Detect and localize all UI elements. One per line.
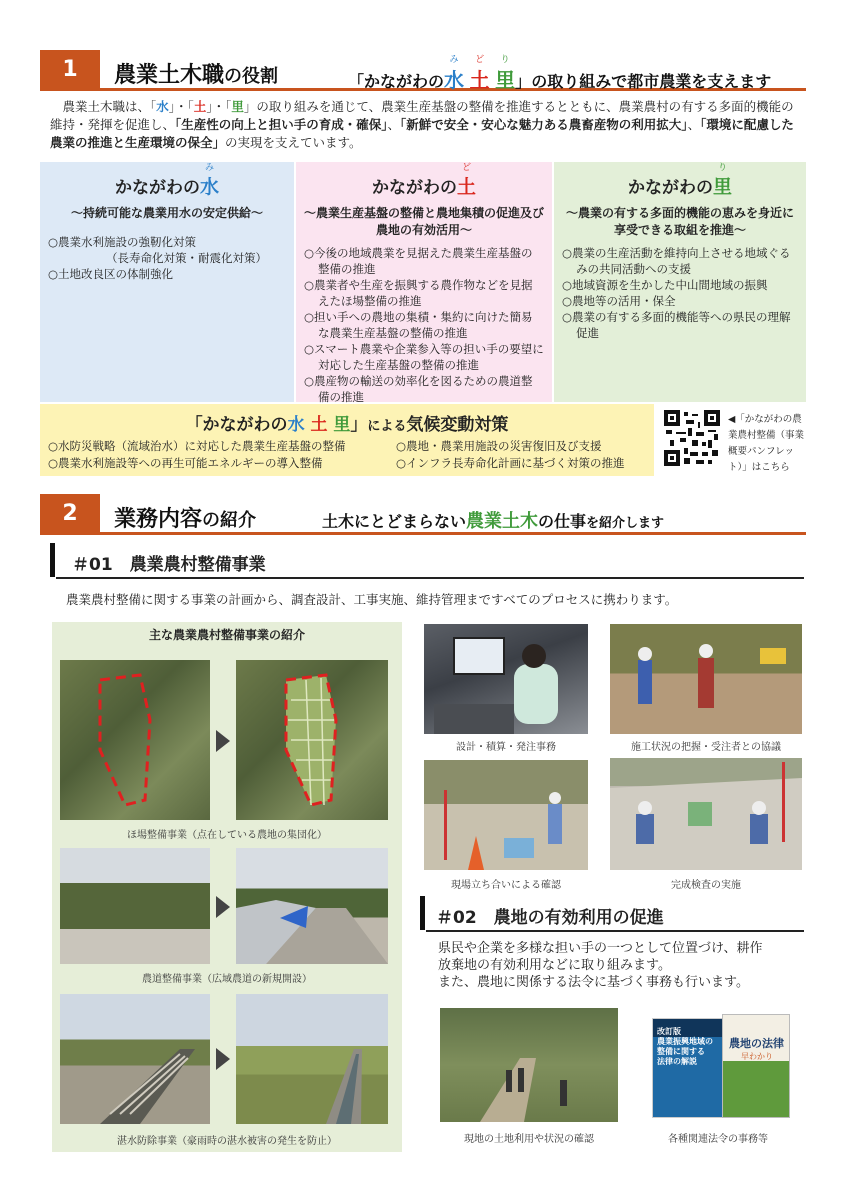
climate-box [40, 404, 654, 476]
intro-text: 、 [687, 117, 701, 132]
caption: 現場立ち合いによる確認 [451, 880, 561, 891]
farmland-grid [236, 660, 388, 820]
column-ruby: ど [461, 163, 471, 173]
list-item: ○農業者や生産を振興する農作物などを見据えたほ場整備の推進 [304, 278, 533, 308]
book-line: 改訂版 [657, 1027, 681, 1036]
list-item: ○担い手への農地の集積・集約に向けた簡易な農業生産基盤の整備の推進 [304, 310, 533, 340]
subtitle-tsuchi [469, 55, 490, 93]
caption: 設計・積算・発注事務 [456, 742, 556, 753]
list-item: ○農業の生産活動を維持向上させる地域ぐるみの共同活動への支援 [562, 246, 791, 276]
climate-list-right [396, 438, 625, 472]
heading-02: ＃02 農地の有効利用の促進 [436, 908, 664, 928]
subtitle-part: 土木にとどまらない [322, 512, 467, 531]
column-ruby: り [717, 163, 727, 173]
column-soil [296, 162, 552, 402]
list-item: ○農産物の輸送の効率化を図るための農道整備の推進 [304, 374, 533, 404]
title-suffix: の役割 [224, 66, 279, 87]
list-item: ○農地・農業用施設の災害復旧及び支援 [396, 439, 602, 453]
survey-scene [424, 760, 588, 870]
caption: ほ場整備事業（点在している農地の集団化） [127, 830, 327, 841]
ruby-mi: み [449, 55, 459, 65]
arrow-right-icon [214, 728, 232, 754]
column-subtitle: ～持続可能な農業用水の安定供給～ [70, 206, 263, 220]
law-book-2 [722, 1014, 790, 1118]
climate-mizu: 水 [287, 415, 305, 435]
list-item: ○農業の有する多面的機能等への県民の理解促進 [562, 310, 791, 340]
road-shape [236, 848, 388, 964]
aerial-photo-after [236, 660, 388, 820]
column-prefix: かながわの [371, 178, 457, 198]
subtitle-mizu [444, 55, 465, 93]
road-photo-before [60, 848, 210, 964]
title-main: 業務内容 [114, 507, 203, 532]
intro-bold: 「生産性の向上と担い手の育成・確保」 [175, 117, 388, 132]
kanji-tsuchi: 土 [469, 68, 490, 92]
section-title [114, 58, 278, 89]
column-heading [304, 163, 544, 199]
caption: 現地の土地利用や状況の確認 [464, 1134, 594, 1145]
column-kanji-text: 里 [712, 176, 732, 198]
column-list [304, 245, 544, 405]
kanji-sato: 里 [495, 68, 516, 92]
list-item: ○農地等の活用・保全 [562, 294, 676, 308]
intro-paragraph [50, 98, 802, 152]
inspection-scene [610, 758, 802, 870]
intro-bold: 「環境に配慮した農業の推進と生産環境の保全」 [50, 117, 794, 150]
road-photo-after [236, 848, 388, 964]
climate-sato: 里 [333, 415, 351, 435]
column-subtitle: ～農業生産基盤の整備と農地集積の促進及び農地の有効活用～ [304, 206, 545, 237]
channel-shape [236, 994, 388, 1124]
column-kanji [199, 163, 219, 199]
column-water [40, 162, 294, 402]
qr-code-icon[interactable] [664, 410, 720, 466]
column-village [554, 162, 806, 402]
text-line: 放棄地の有効利用などに取り組みます。 [438, 958, 671, 973]
intro-text: 、 [387, 117, 401, 132]
survey-photo [424, 760, 588, 870]
column-heading [48, 163, 286, 199]
law-book-1 [652, 1018, 724, 1118]
subtitle-sato [495, 55, 516, 93]
column-subtitle: ～農業の有する多面的機能の恵みを身近に享受できる取組を推進～ [565, 206, 794, 237]
column-kanji-text: 土 [456, 176, 476, 198]
column-list [48, 234, 286, 282]
column-ruby: み [204, 163, 214, 173]
list-item: ○地域資源を生かした中山間地域の振興 [562, 278, 768, 292]
column-kanji-text: 水 [199, 176, 219, 198]
subtitle-close: 」 [515, 72, 532, 91]
heading-01: ＃01 農業農村整備事業 [72, 555, 266, 575]
subtitle-highlight: 農業土木 [466, 511, 539, 532]
climate-close: 」 [350, 415, 368, 435]
text-line: また、農地に関係する法令に基づく事務も行います。 [438, 975, 749, 990]
climate-mid: による [367, 419, 407, 434]
intro-text: 」・「 [168, 99, 194, 114]
column-list [562, 245, 798, 341]
intro-mizu: 水 [156, 99, 169, 114]
intro-text: の実現を支えています。 [225, 135, 362, 150]
ruby-do: ど [475, 55, 485, 65]
channel-shape [60, 994, 210, 1124]
drainage-photo-before [60, 994, 210, 1124]
book-line: 法律の解説 [657, 1057, 697, 1066]
office-photo [424, 624, 588, 734]
heading-bar [420, 896, 425, 930]
farmland-scene [440, 1008, 618, 1122]
intro-tsuchi: 土 [193, 99, 207, 114]
section-number: 1 [40, 50, 100, 90]
caption: 農道整備事業（広域農道の新規開設） [142, 974, 312, 985]
caption: 各種関連法令の事務等 [668, 1134, 768, 1145]
list-subnote: （長寿命化対策・耐震化対策） [106, 251, 267, 265]
subtitle-open: 「かながわの [348, 72, 445, 91]
book-subtitle: 早わかり [741, 1052, 773, 1061]
column-kanji [712, 163, 732, 199]
caption: 湛水防除事業（豪雨時の湛水被害の発生を防止） [117, 1136, 337, 1147]
section-title [114, 502, 256, 533]
subtitle-rest: の取り組みで都市農業を支えます [531, 72, 772, 91]
list-item: ○土地改良区の体制強化 [48, 267, 174, 281]
kanji-mizu: 水 [444, 68, 465, 92]
list-item [48, 250, 286, 266]
intro-text: 」・「 [206, 99, 232, 114]
heading-bar [50, 543, 55, 577]
book-title: 農地の法律 [729, 1037, 784, 1050]
farmland-outline [60, 660, 210, 820]
climate-open: 「かながわの [185, 415, 288, 435]
climate-heading [40, 410, 654, 435]
subtitle-part: の仕事 [538, 512, 587, 531]
intro-bold: 「新鮮で安全・安心な魅力ある農畜産物の利用拡大」 [400, 117, 688, 132]
column-prefix: かながわの [114, 178, 200, 198]
climate-tsuchi: 土 [310, 415, 328, 435]
site-scene [610, 624, 802, 734]
ruby-ri: り [500, 55, 510, 65]
list-item: ○インフラ長寿命化計画に基づく対策の推進 [396, 456, 625, 470]
list-item: ○農業水利施設等への再生可能エネルギーの導入整備 [48, 456, 323, 470]
drainage-photo-after [236, 994, 388, 1124]
heading-underline [56, 577, 804, 579]
office-scene [424, 624, 588, 734]
arrow-right-icon [214, 1046, 232, 1072]
caption: 施工状況の把握・受注者との協議 [631, 742, 781, 753]
title-main: 農業土木職 [114, 63, 225, 88]
panel-title: 主な農業農村整備事業の紹介 [148, 628, 305, 642]
text-line: 県民や企業を多様な担い手の一つとして位置づけ、耕作 [438, 941, 763, 956]
list-item: ○今後の地域農業を見据えた農業生産基盤の整備の推進 [304, 246, 533, 276]
climate-list-left [48, 438, 346, 472]
heading-01-text: 農業農村整備に関する事業の計画から、調査設計、工事実施、維持管理まですべてのプロセスに携わります。 [66, 592, 678, 607]
column-prefix: かながわの [627, 178, 713, 198]
subtitle-part: を紹介します [586, 516, 665, 531]
column-kanji [456, 163, 476, 199]
heading-02-text [438, 940, 762, 991]
arrow-right-icon [214, 894, 232, 920]
intro-sato: 里 [231, 99, 244, 114]
qr-note[interactable]: ◀「かながわの農業農村整備（事業概要パンフレット）」はこちら [728, 414, 805, 473]
list-item: ○水防災戦略（流域治水）に対応した農業生産基盤の整備 [48, 439, 346, 453]
section-subtitle [348, 55, 772, 93]
list-item: ○農業水利施設の強靭化対策 [48, 235, 197, 249]
book-line: 農業振興地域の [657, 1037, 713, 1046]
book-title [657, 1027, 713, 1067]
aerial-photo-before [60, 660, 210, 820]
heading-underline [426, 930, 804, 932]
book-line: 整備に関する [657, 1047, 705, 1056]
column-heading [562, 163, 798, 199]
list-item: ○スマート農業や企業参入等の担い手の要望に対応した生産基盤の整備の推進 [304, 342, 544, 372]
inspection-photo [610, 758, 802, 870]
section-subtitle [322, 507, 664, 533]
site-photo [610, 624, 802, 734]
title-suffix: の紹介 [202, 510, 257, 531]
farmland-photo [440, 1008, 618, 1122]
section-number: 2 [40, 494, 100, 534]
intro-text: 農業土木職は、「 [62, 99, 157, 114]
caption: 完成検査の実施 [671, 880, 741, 891]
intro-text: 」の取り組みを通じて、農業生産基盤の整備を推進するとともに、農業農村の有する多面的機能の維持・発揮を促進し、 [50, 99, 794, 132]
climate-title: 気候変動対策 [406, 415, 509, 435]
